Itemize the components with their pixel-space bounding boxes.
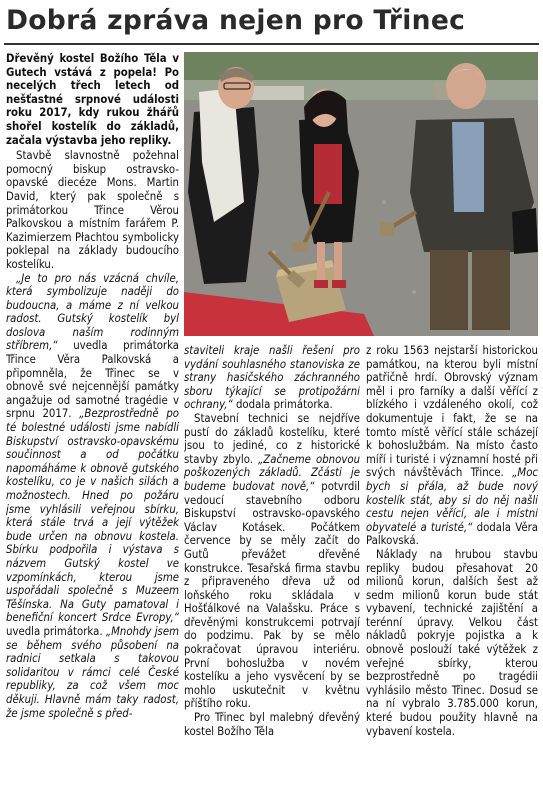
paragraph xyxy=(366,548,538,738)
article-lead: Dřevěný kostel Božího Těla v Gutech vstává z popela! Po necelých třech letech od nešťastné srpnové události roku 2017, kdy rukou žhářů shořel kostelík do základů, začala výstavba jeho repliky. xyxy=(6,52,179,147)
paragraph-text: dodala Věra Palkovská. xyxy=(366,520,538,548)
paragraph-text: Pro Třinec byl malebný dřevěný kostel Božího Těla xyxy=(184,711,360,738)
paragraph-text: uvedla primátorka. xyxy=(6,624,106,638)
article-photo xyxy=(184,52,538,336)
article-headline: Dobrá zpráva nejen pro Třinec xyxy=(6,5,466,36)
paragraph-text: z roku 1563 nejstarší historickou památkou, na kterou byli místní patřičně hrdí. Obrovský význam měl i pro farníky a další věřící z blízkého i vzdáleného okolí, což dokumentuje i fakt, že se na tomto místě věřící stále scházejí k bohoslužbám. Na místo často míří i turisté i významní hosté při svých návštěvách Třince. xyxy=(366,344,538,480)
quote: „Bezprostředně po té bolestné události jsme nabídli Biskupství ostravsko-opavskému součinnost a od počátku napomáháme k obnově gutského kostelíku, co je v našich silách a možnostech. Hned po požáru jsme vyhlásili veřejnou sbírku, která stále trvá a její výtěžek bude určen na obnovu kostela. Sbírku podpořila i výstava s názvem Gutský kostel ve vzpomínkách, kterou jsme uspořádali společně s Muzeem Těšínska. Na Guty pamatoval i benefiční koncert Srdce Evropy,“ xyxy=(6,407,179,625)
paragraph-text: uvedla primátorka Třince Věra Palkovská a připomněla, že Třinec se v obnově své nejcennější památky angažuje od samotné tragédie v srpnu 2017. xyxy=(6,339,179,421)
photo-illustration xyxy=(184,52,538,336)
quote: staviteli kraje našli řešení pro vydání souhlasného stanoviska ze strany hasičského záchranného sboru týkající se protipožární ochrany,“ xyxy=(184,344,360,412)
paragraph-text: Stavební technici se nejdříve pustí do základů kostelíku, které jsou to jediné, co z historické stavby zbylo. xyxy=(184,411,360,466)
paragraph xyxy=(366,344,538,548)
paragraph xyxy=(6,272,179,721)
paragraph-text: potvrdil vedoucí stavebního odboru Biskupství ostravsko-opavského Václav Kotásek. Počátkem července by se měly začít do Gutů převážet dřevěné konstrukce. Tesařská firma stavbu z připraveného dřeva už od loňského roku skládala v Hošťálkové na Valašsku. Práce s dřevěnými konstrukcemi potrvají do podzimu. Pak by se mělo pokračovat úpravou interiéru. První bohoslužba v novém kostelíku a jeho vysvěcení by se mohlo uskutečnit v květnu příštího roku. xyxy=(184,479,360,711)
paragraph-text: Stavbě slavnostně požehnal pomocný biskup ostravsko-opavské diecéze Mons. Martin David, který pak společně s primátorkou Třince Věrou Palkovskou a místním farářem P. Kazimierzem Płachtou symbolicky poklepal na základy budoucího kostelíku. xyxy=(6,149,179,271)
paragraph-text: dodala primátorka. xyxy=(232,398,333,412)
column-3 xyxy=(366,344,538,797)
paragraph xyxy=(184,344,360,412)
paragraph xyxy=(184,412,360,711)
quote: „Mnohdy jsem se během svého působení na radnici setkala s takovou solidaritou v rámci celé České republiky, za což všem moc děkuji. Hlavně mám taky radost, že jsme společně s před- xyxy=(6,624,179,720)
column-1 xyxy=(6,52,179,797)
paragraph xyxy=(6,149,179,271)
paragraph-text: Náklady na hrubou stavbu repliky budou přesahovat 20 milionů korun, dalších šest až sedm milionů korun bude stát vybavení, technické zajištění a terénní úpravy. Velkou část nákladů pokryje pojistka a k obnově poslouží také výtěžek z veřejné sbírky, kterou bezprostředně po tragédii vyhlásilo město Třinec. Dosud se na ní vybralo 3.785.000 korun, které budou použity hlavně na vybavení kostela. xyxy=(366,547,538,738)
column-2 xyxy=(184,344,360,797)
quote: „Začneme obnovou poškozených základů. Zčásti je budeme budovat nově,“ xyxy=(184,452,360,493)
quote: „Moc bych si přála, až bude nový kostelík stát, aby si do něj našli cestu nejen věřící, ale i místní obyvatelé a turisté,“ xyxy=(366,466,538,534)
paragraph xyxy=(184,711,360,738)
headline-rule xyxy=(4,43,539,45)
quote: „Je to pro nás vzácná chvíle, která symbolizuje naději do budoucna, a máme z ní velkou radost. Gutský kostelík byl doslova naším rodinným stříbrem,“ xyxy=(6,271,179,353)
